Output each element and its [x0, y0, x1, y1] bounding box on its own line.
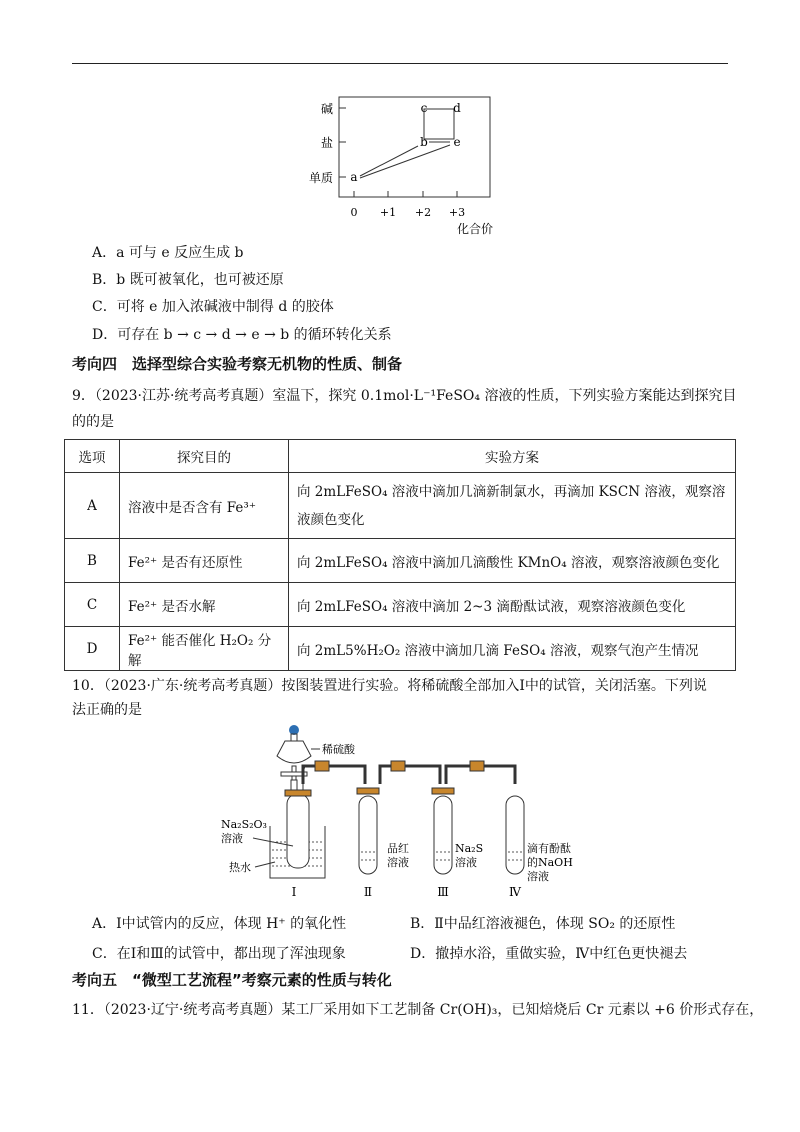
hot-water-label: 热水: [229, 861, 251, 874]
valence-diagram: [296, 92, 506, 240]
point-c: c: [420, 101, 428, 115]
row-plan: 向 2mLFeSO₄ 溶液中滴加 2~3 滴酚酞试液，观察溶液颜色变化: [289, 583, 736, 627]
row-option: D: [65, 627, 120, 671]
point-e: e: [453, 135, 461, 149]
table-header-row: [65, 440, 736, 473]
pinhong-label-line2: 溶液: [387, 856, 409, 869]
na2s2o3-label-line1: Na₂S₂O₃: [221, 818, 267, 831]
row-option: B: [65, 539, 120, 583]
naoh-label-line1: 滴有酚酞: [527, 842, 571, 855]
q10-option-c[interactable]: C．在Ⅰ和Ⅲ的试管中，都出现了浑浊现象: [92, 946, 346, 962]
naoh-label-line3: 溶液: [527, 870, 549, 883]
row-plan: 向 2mLFeSO₄ 溶液中滴加几滴酸性 KMnO₄ 溶液，观察溶液颜色变化: [289, 539, 736, 583]
row-plan-line1: 向 2mLFeSO₄ 溶液中滴加几滴新制氯水，再滴加 KSCN 溶液，观察溶: [297, 483, 726, 500]
table-row[interactable]: [65, 539, 736, 583]
q10-stem-line2: 法正确的是: [72, 702, 142, 718]
y-label-salt: 盐: [320, 136, 333, 150]
q8-option-c[interactable]: C．可将 e 加入浓碱液中制得 d 的胶体: [92, 299, 334, 315]
row-plan: 向 2mL5%H₂O₂ 溶液中滴加几滴 FeSO₄ 溶液，观察气泡产生情况: [289, 627, 736, 671]
row-plan: [289, 473, 736, 539]
row-option: C: [65, 583, 120, 627]
point-b: b: [420, 135, 428, 149]
row-plan-line2: 液颜色变化: [297, 511, 365, 528]
tube-label-3: Ⅲ: [437, 885, 449, 899]
x-tick-3: +3: [448, 206, 466, 219]
col-header-plan: 实验方案: [289, 440, 736, 473]
tube-label-4: Ⅳ: [509, 885, 521, 899]
na2s2o3-label-line2: 溶液: [221, 832, 243, 845]
table-row[interactable]: [65, 627, 736, 671]
row-goal: Fe²⁺ 是否水解: [120, 583, 289, 627]
x-axis-title: 化合价: [456, 222, 494, 236]
table-row[interactable]: [65, 583, 736, 627]
pinhong-label-line1: 品红: [387, 842, 409, 855]
row-goal: Fe²⁺ 是否有还原性: [120, 539, 289, 583]
row-option: A: [65, 473, 120, 539]
q10-option-d[interactable]: D．撤掉水浴，重做实验，Ⅳ中红色更快褪去: [410, 946, 688, 962]
q9-stem-line1: 9．（2023·江苏·统考高考真题）室温下，探究 0.1mol·L⁻¹FeSO₄ 溶液的性质，下列实验方案能达到探究目: [72, 388, 737, 404]
q10-stem-line1: 10．（2023·广东·统考高考真题）按图装置进行实验。将稀硫酸全部加入Ⅰ中的试管，关闭活塞。下列说: [72, 678, 707, 694]
section5-heading: 考向五 “微型工艺流程”考察元素的性质与转化: [72, 971, 392, 989]
na2s-label-line2: 溶液: [455, 856, 477, 869]
q11-stem-line1: 11．（2023·辽宁·统考高考真题）某工厂采用如下工艺制备 Cr(OH)₃，已知焙烧后 Cr 元素以 +6 价形式存在，: [72, 1002, 764, 1018]
col-header-goal: 探究目的: [120, 440, 289, 473]
x-tick-1: +1: [379, 206, 397, 219]
point-d: d: [453, 101, 461, 115]
q9-table: [64, 439, 736, 671]
section4-heading: 考向四 选择型综合实验考察无机物的性质、制备: [72, 355, 403, 373]
header-rule: [72, 63, 728, 64]
row-goal: Fe²⁺ 能否催化 H₂O₂ 分解: [120, 627, 289, 671]
naoh-label-line2: 的NaOH: [527, 856, 573, 869]
q8-option-b[interactable]: B．b 既可被氧化，也可被还原: [92, 272, 284, 288]
q10-option-b[interactable]: B．Ⅱ中品红溶液褪色，体现 SO₂ 的还原性: [410, 916, 676, 932]
x-tick-0: 0: [350, 206, 358, 219]
y-label-element: 单质: [308, 171, 333, 185]
q9-stem-line2: 的的是: [72, 414, 114, 430]
point-a: a: [350, 170, 358, 184]
na2s-label-line1: Na₂S: [455, 842, 484, 855]
row-goal: 溶液中是否含有 Fe³⁺: [120, 473, 289, 539]
x-tick-2: +2: [414, 206, 432, 219]
col-header-option: 选项: [65, 440, 120, 473]
tube-label-1: Ⅰ: [291, 885, 297, 899]
table-row[interactable]: [65, 473, 736, 539]
q10-option-a[interactable]: A．Ⅰ中试管内的反应，体现 H⁺ 的氧化性: [92, 916, 347, 932]
y-label-base: 碱: [320, 102, 333, 116]
q8-option-d[interactable]: D．可存在 b → c → d → e → b 的循环转化关系: [92, 327, 392, 343]
apparatus-figure: [215, 718, 573, 902]
tube-label-2: Ⅱ: [363, 885, 373, 899]
q8-option-a[interactable]: A．a 可与 e 反应生成 b: [92, 245, 244, 261]
acid-label: 稀硫酸: [322, 743, 355, 756]
